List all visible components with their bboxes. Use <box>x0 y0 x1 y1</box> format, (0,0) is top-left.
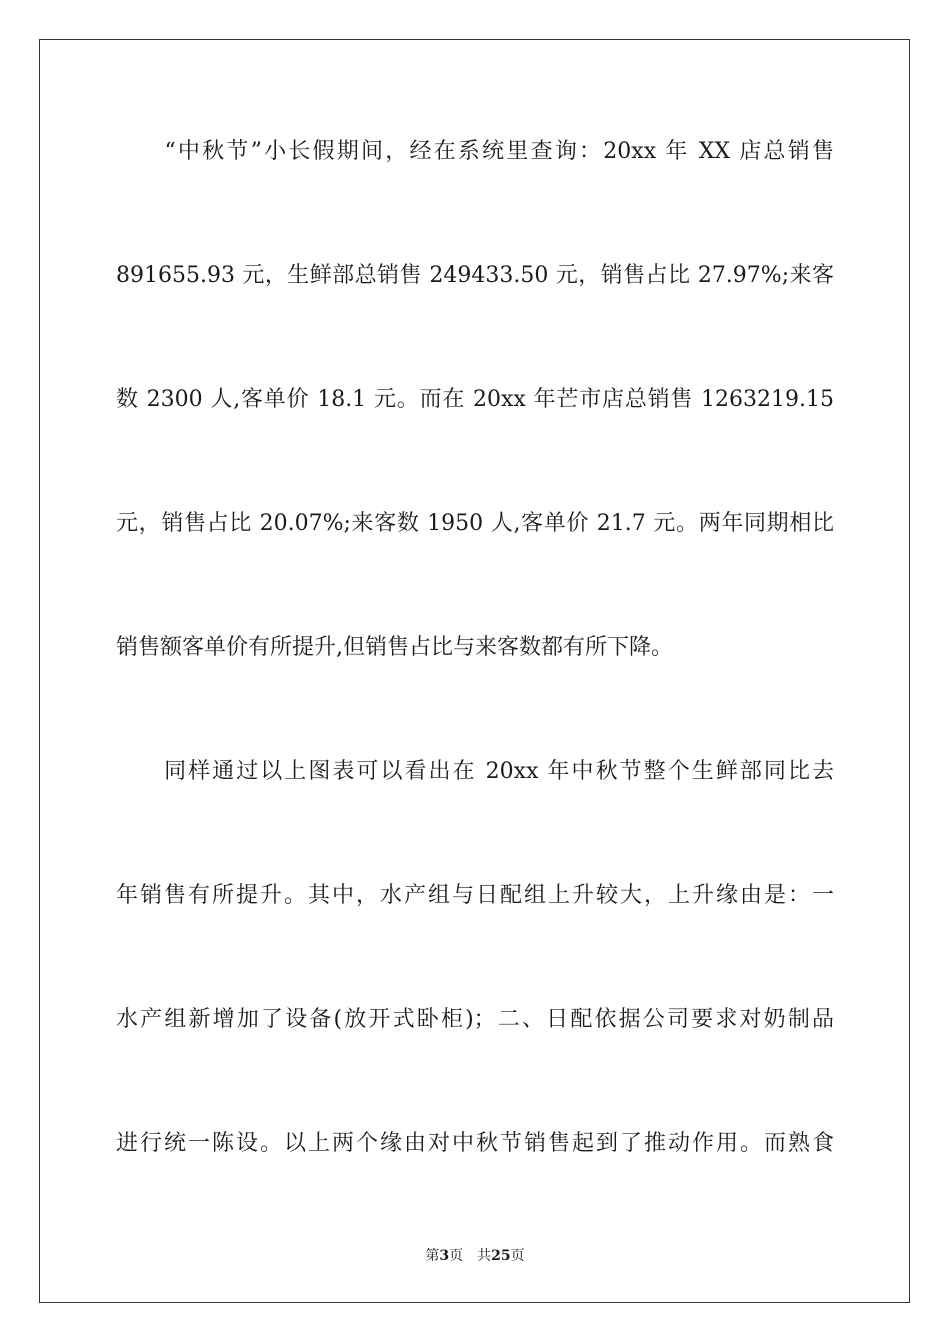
page-border <box>39 39 910 1303</box>
total-pages: 25 <box>491 1248 511 1264</box>
text-line: 同样通过以上图表可以看出在 20xx 年中秋节整个生鲜部同比去 <box>116 759 834 784</box>
page-prefix: 第 <box>425 1248 440 1264</box>
text-line: 元，销售占比 20.07%;来客数 1950 人,客单价 21.7 元。两年同期相比 <box>116 511 834 536</box>
text-line: 数 2300 人,客单价 18.1 元。而在 20xx 年芒市店总销售 1263219.15 <box>116 387 834 412</box>
page-suffix: 页 <box>449 1248 464 1264</box>
text-line: 水产组新增加了设备(放开式卧柜)；二、日配依据公司要求对奶制品 <box>116 1007 834 1032</box>
total-suffix: 页 <box>510 1248 525 1264</box>
text-line: “中秋节”小长假期间，经在系统里查询：20xx 年 XX 店总销售 <box>116 139 834 164</box>
text-line: 年销售有所提升。其中，水产组与日配组上升较大，上升缘由是：一 <box>116 883 834 908</box>
page-footer <box>0 1247 950 1265</box>
text-line: 销售额客单价有所提升,但销售占比与来客数都有所下降。 <box>116 635 673 660</box>
page-number: 3 <box>439 1248 450 1264</box>
text-line: 进行统一陈设。以上两个缘由对中秋节销售起到了推动作用。而熟食 <box>116 1131 834 1156</box>
text-line: 891655.93 元，生鲜部总销售 249433.50 元，销售占比 27.97%;来客 <box>116 263 834 288</box>
total-prefix: 共 <box>477 1248 492 1264</box>
